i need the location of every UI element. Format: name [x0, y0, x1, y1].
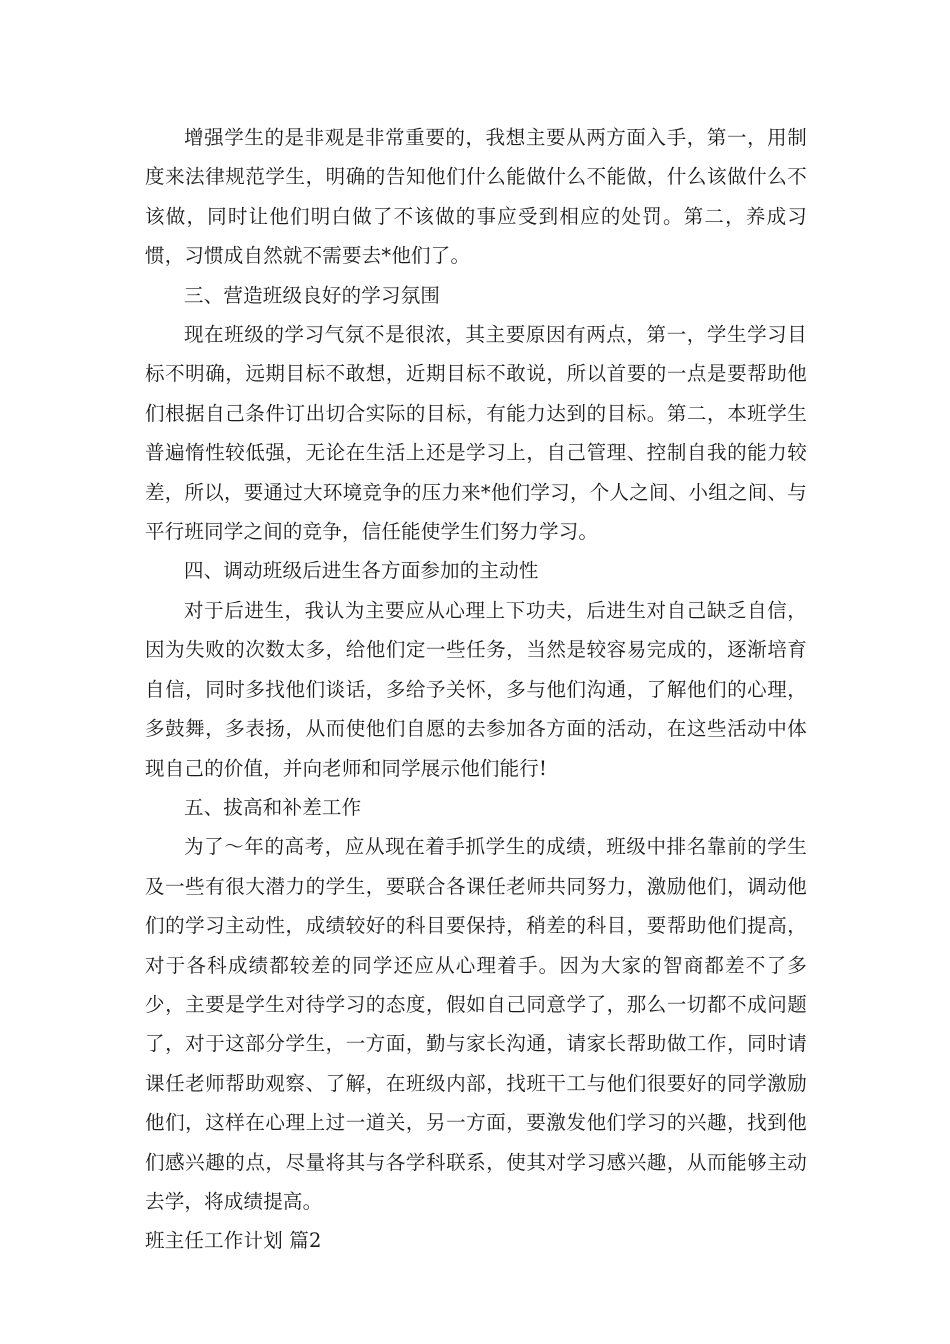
document-body	[145, 118, 807, 1261]
paragraph-study-atmosphere: 现在班级的学习气氛不是很浓，其主要原因有两点，第一，学生学习目标不明确，远期目标不敢想，近期目标不敢说，所以首要的一点是要帮助他们根据自己条件订出切合实际的目标，有能力达到的目标。第二，本班学生普遍惰性较低强，无论在生活上还是学习上，自己管理、控制自我的能力较差，所以，要通过大环境竞争的压力来*他们学习，个人之间、小组之间、与平行班同学之间的竞争，信任能使学生们努力学习。	[145, 323, 807, 544]
paragraph-moral-education: 增强学生的是非观是非常重要的，我想主要从两方面入手，第一，用制度来法律规范学生，明确的告知他们什么能做什么不能做，什么该做什么不该做，同时让他们明白做了不该做的事应受到相应的处罚。第二，养成习惯，习惯成自然就不需要去*他们了。	[145, 126, 807, 268]
section-heading-top-and-remedial: 五、拔高和补差工作	[184, 795, 362, 819]
paragraph-struggling-students: 对于后进生，我认为主要应从心理上下功夫，后进生对自己缺乏自信，因为失败的次数太多，给他们定一些任务，当然是较容易完成的，逐渐培育自信，同时多找他们谈话，多给予关怀，多与他们沟通，了解他们的心理，多鼓舞，多表扬，从而使他们自愿的去参加各方面的活动，在这些活动中体现自己的价值，并向老师和同学展示他们能行!	[145, 598, 807, 780]
document-subtitle-part-2: 班主任工作计划 篇2	[145, 1229, 322, 1253]
paragraph-top-and-remedial: 为了～年的高考，应从现在着手抓学生的成绩，班级中排名靠前的学生及一些有很大潜力的学生，要联合各课任老师共同努力，激励他们，调动他们的学习主动性，成绩较好的科目要保持，稍差的科目，要帮助他们提高，对于各科成绩都较差的同学还应从心理着手。因为大家的智商都差不了多少，主要是学生对待学习的态度，假如自己同意学了，那么一切都不成问题了，对于这部分学生，一方面，勤与家长沟通，请家长帮助做工作，同时请课任老师帮助观察、了解，在班级内部，找班干工与他们很要好的同学激励他们，这样在心理上过一道关，另一方面，要激发他们学习的兴趣，找到他们感兴趣的点，尽量将其与各学科联系，使其对学习感兴趣，从而能够主动去学，将成绩提高。	[145, 835, 807, 1213]
section-heading-struggling-students: 四、调动班级后进生各方面参加的主动性	[184, 559, 539, 583]
section-heading-study-atmosphere: 三、营造班级良好的学习氛围	[184, 283, 441, 307]
